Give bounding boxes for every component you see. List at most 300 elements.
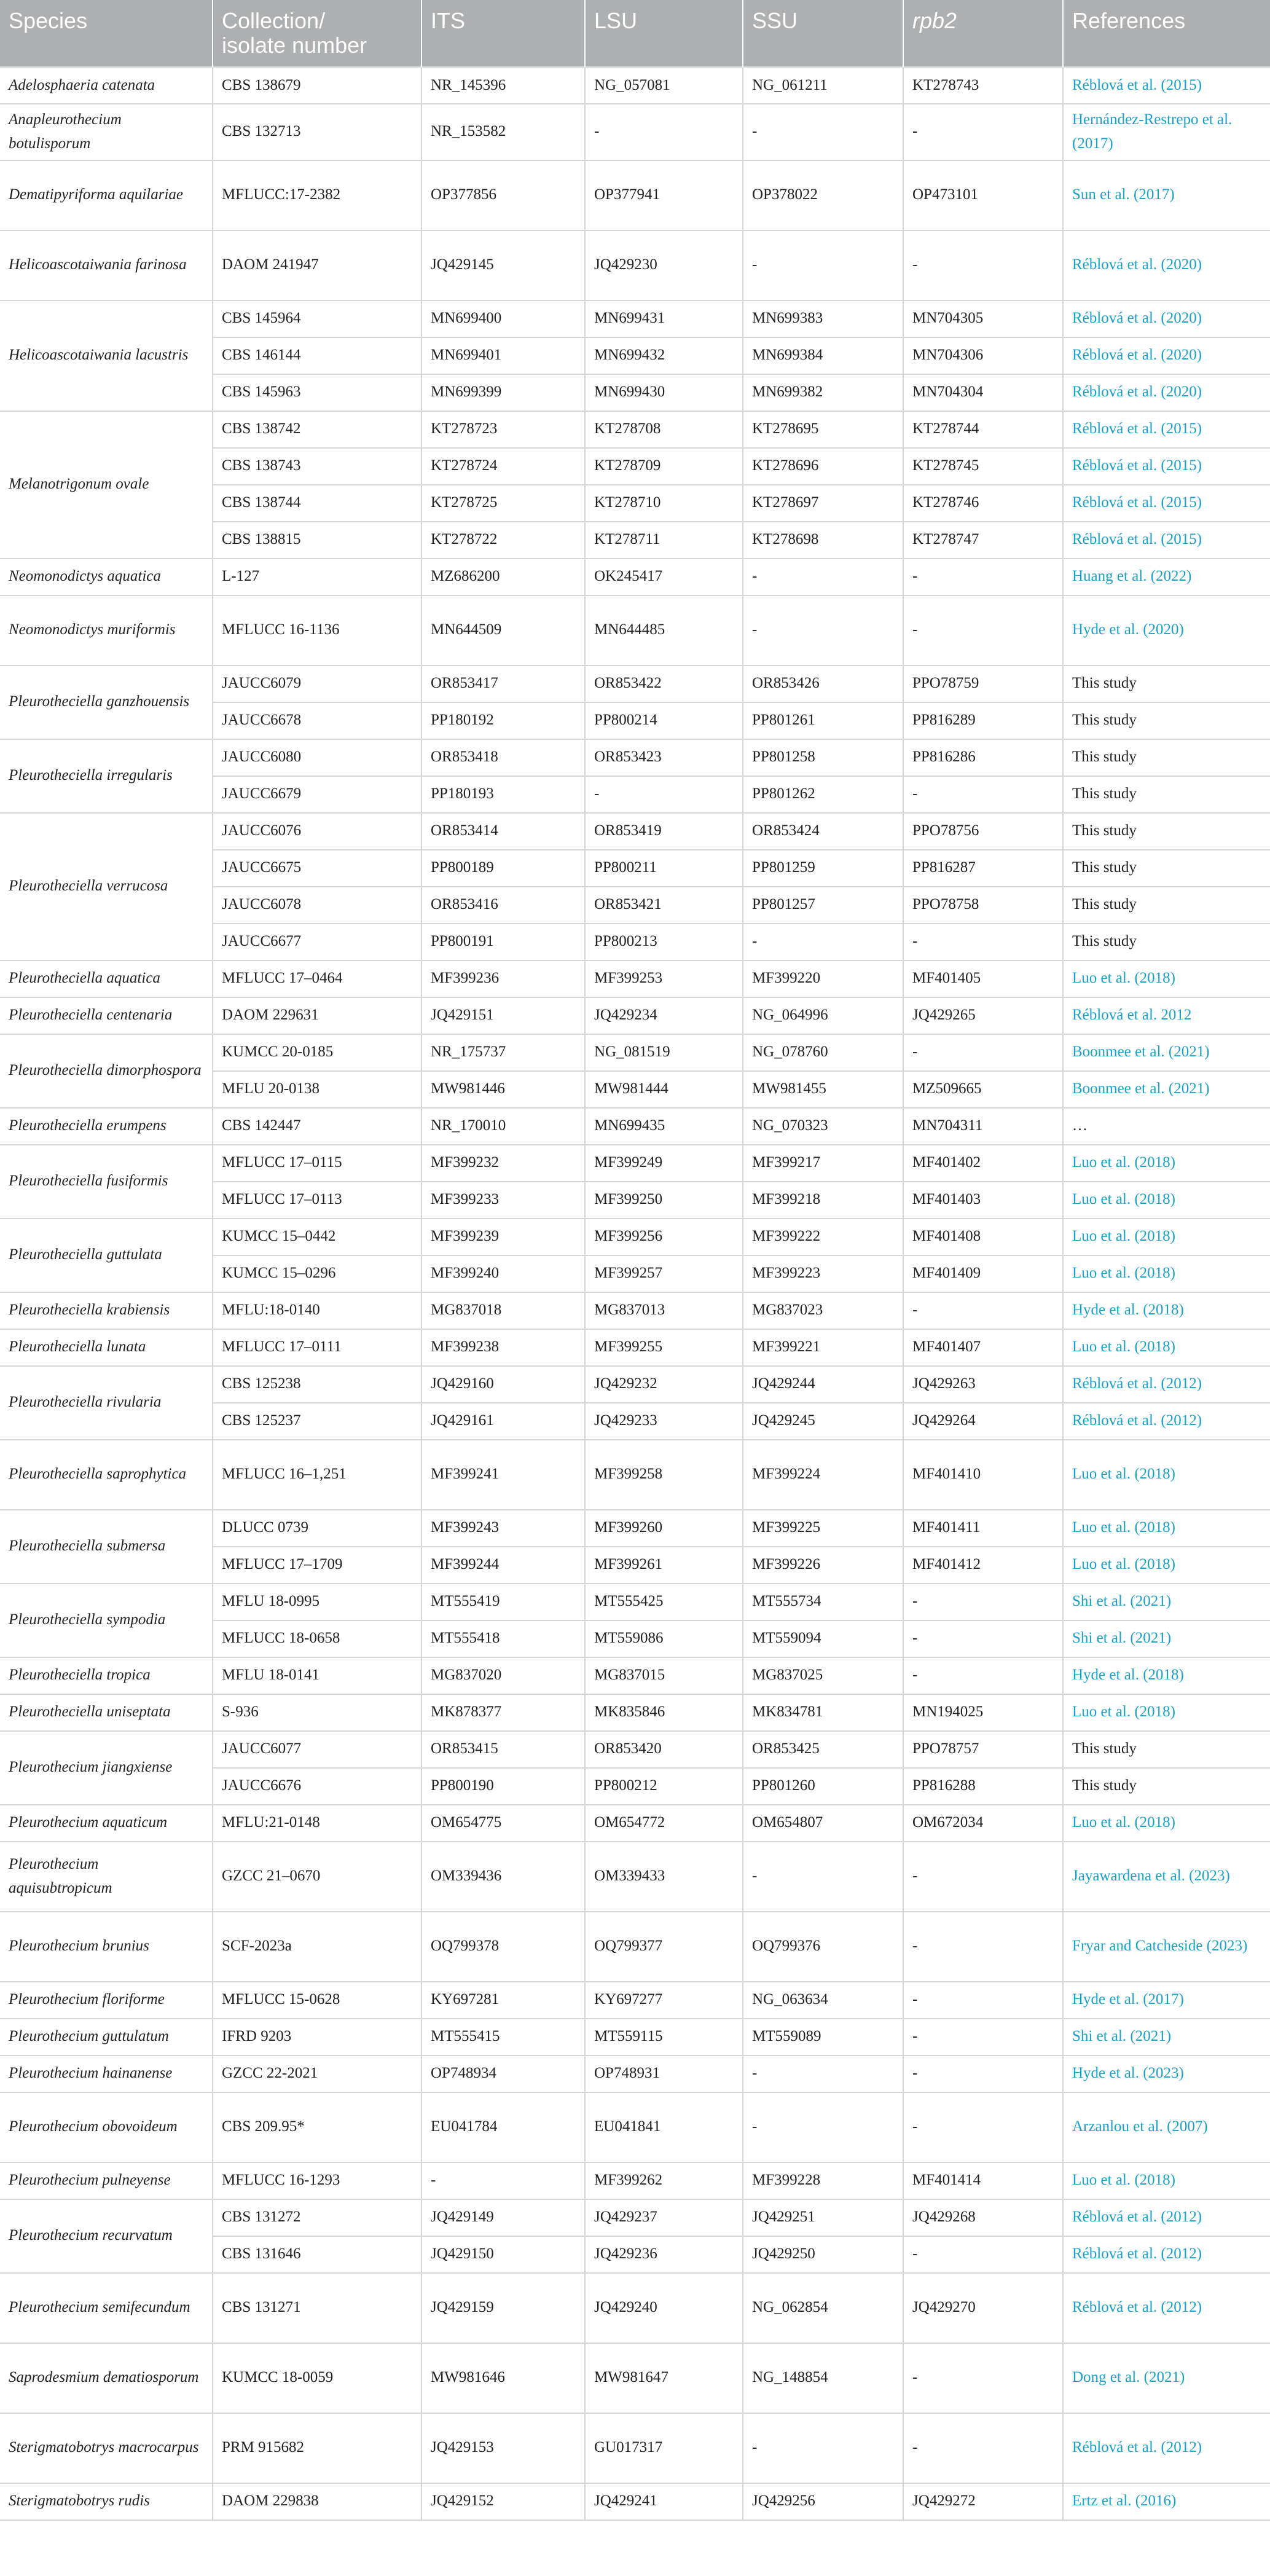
species-name: Pleurotheciella aquatica [0,960,213,997]
its-accession: PP180192 [421,702,585,739]
collection-number: CBS 146144 [213,337,421,374]
reference[interactable]: Boonmee et al. (2021) [1063,1071,1270,1108]
ssu-accession: - [743,595,903,666]
species-name: Melanotrigonum ovale [0,411,213,559]
its-accession: NR_145396 [421,67,585,104]
reference[interactable]: Réblová et al. (2020) [1063,337,1270,374]
rpb2-accession: PPO78758 [903,887,1063,924]
species-name: Pleurothecium semifecundum [0,2273,213,2343]
lsu-accession: MF399249 [585,1145,743,1182]
collection-number: PRM 915682 [213,2413,421,2483]
its-accession: MF399243 [421,1510,585,1547]
reference[interactable]: Ertz et al. (2016) [1063,2483,1270,2520]
collection-number: MFLUCC 17–1709 [213,1547,421,1584]
ssu-accession: MF399223 [743,1255,903,1292]
species-name: Pleurotheciella dimorphospora [0,1034,213,1108]
reference: This study [1063,1768,1270,1805]
its-accession: OR853415 [421,1731,585,1768]
its-accession: MN699399 [421,374,585,411]
ssu-accession: MF399224 [743,1440,903,1510]
table-row [0,2092,1270,2162]
its-accession: EU041784 [421,2092,585,2162]
header-rpb2: rpb2 [903,0,1063,67]
its-accession: OR853416 [421,887,585,924]
lsu-accession: MF399261 [585,1547,743,1584]
ssu-accession: JQ429245 [743,1403,903,1440]
reference[interactable]: Réblová et al. (2012) [1063,1403,1270,1440]
collection-number: DLUCC 0739 [213,1510,421,1547]
lsu-accession: NG_057081 [585,67,743,104]
rpb2-accession: - [903,1982,1063,2019]
collection-number: MFLUCC 15-0628 [213,1982,421,2019]
reference[interactable]: Jayawardena et al. (2023) [1063,1842,1270,1912]
lsu-accession: JQ429240 [585,2273,743,2343]
reference[interactable]: Réblová et al. 2012 [1063,997,1270,1034]
reference[interactable]: Réblová et al. (2012) [1063,2273,1270,2343]
collection-number: S-936 [213,1694,421,1731]
lsu-accession: OQ799377 [585,1912,743,1982]
table-row [0,1034,1270,1071]
species-name: Pleurotheciella rivularia [0,1366,213,1440]
rpb2-accession: - [903,924,1063,960]
collection-number: CBS 209.95* [213,2092,421,2162]
its-accession: NR_175737 [421,1034,585,1071]
ssu-accession: KT278695 [743,411,903,448]
lsu-accession: MN699430 [585,374,743,411]
rpb2-accession: KT278744 [903,411,1063,448]
species-name: Pleurothecium pulneyense [0,2162,213,2199]
rpb2-accession: - [903,104,1063,160]
its-accession: MW981646 [421,2343,585,2413]
table-row [0,2273,1270,2343]
rpb2-accession: PP816288 [903,1768,1063,1805]
collection-number: JAUCC6678 [213,702,421,739]
ssu-accession: NG_064996 [743,997,903,1034]
reference[interactable]: Luo et al. (2018) [1063,1805,1270,1842]
table-row [0,1329,1270,1366]
lsu-accession: MF399258 [585,1440,743,1510]
collection-number: MFLU:21-0148 [213,1805,421,1842]
collection-number: GZCC 21–0670 [213,1842,421,1912]
rpb2-accession: MN704305 [903,300,1063,337]
rpb2-accession: OP473101 [903,160,1063,230]
ssu-accession: MT555734 [743,1584,903,1620]
table-row [0,1440,1270,1510]
ssu-accession: MG837025 [743,1657,903,1694]
lsu-accession: JQ429237 [585,2199,743,2236]
rpb2-accession: PPO78757 [903,1731,1063,1768]
header-references: References [1063,0,1270,67]
collection-number: DAOM 229838 [213,2483,421,2520]
collection-number: IFRD 9203 [213,2019,421,2056]
rpb2-accession: KT278747 [903,522,1063,559]
table-row [0,595,1270,666]
lsu-accession: KT278711 [585,522,743,559]
reference[interactable]: Réblová et al. (2020) [1063,300,1270,337]
ssu-accession: MK834781 [743,1694,903,1731]
collection-number: CBS 138742 [213,411,421,448]
collection-number: CBS 145963 [213,374,421,411]
rpb2-accession: MF401408 [903,1219,1063,1255]
species-name: Neomonodictys aquatica [0,559,213,595]
ssu-accession: MF399225 [743,1510,903,1547]
its-accession: MF399232 [421,1145,585,1182]
its-accession: PP800190 [421,1768,585,1805]
reference[interactable]: Luo et al. (2018) [1063,1547,1270,1584]
rpb2-accession: JQ429263 [903,1366,1063,1403]
ssu-accession: - [743,104,903,160]
lsu-accession: JQ429230 [585,230,743,300]
rpb2-accession: - [903,1842,1063,1912]
collection-number: DAOM 229631 [213,997,421,1034]
collection-number: L-127 [213,559,421,595]
rpb2-accession: KT278745 [903,448,1063,485]
table-row [0,1694,1270,1731]
lsu-accession: PP800213 [585,924,743,960]
table-row [0,300,1270,337]
lsu-accession: MF399260 [585,1510,743,1547]
collection-number: KUMCC 18-0059 [213,2343,421,2413]
collection-number: GZCC 22-2021 [213,2056,421,2092]
reference[interactable]: Luo et al. (2018) [1063,1182,1270,1219]
reference[interactable]: Hyde et al. (2018) [1063,1292,1270,1329]
its-accession: MK878377 [421,1694,585,1731]
rpb2-accession: PP816287 [903,850,1063,887]
rpb2-accession: - [903,1584,1063,1620]
ssu-accession: OR853425 [743,1731,903,1768]
reference[interactable]: Hyde et al. (2023) [1063,2056,1270,2092]
reference[interactable]: Luo et al. (2018) [1063,1694,1270,1731]
reference: … [1063,1108,1270,1145]
ssu-accession: MF399228 [743,2162,903,2199]
its-accession: MF399240 [421,1255,585,1292]
lsu-accession: MF399250 [585,1182,743,1219]
species-name: Neomonodictys muriformis [0,595,213,666]
reference[interactable]: Réblová et al. (2015) [1063,67,1270,104]
reference[interactable]: Sun et al. (2017) [1063,160,1270,230]
collection-number: MFLUCC 16-1136 [213,595,421,666]
its-accession: KT278725 [421,485,585,522]
species-name: Pleurothecium hainanense [0,2056,213,2092]
table-row [0,1219,1270,1255]
reference[interactable]: Luo et al. (2018) [1063,1440,1270,1510]
lsu-accession: OP377941 [585,160,743,230]
lsu-accession: - [585,776,743,813]
its-accession: KT278723 [421,411,585,448]
collection-number: MFLU 18-0995 [213,1584,421,1620]
lsu-accession: OR853419 [585,813,743,850]
ssu-accession: - [743,2056,903,2092]
ssu-accession: PP801262 [743,776,903,813]
collection-number: CBS 138744 [213,485,421,522]
collection-number: CBS 145964 [213,300,421,337]
species-name: Pleurotheciella guttulata [0,1219,213,1292]
its-accession: KT278724 [421,448,585,485]
its-accession: OP748934 [421,2056,585,2092]
ssu-accession: PP801261 [743,702,903,739]
table-row [0,2413,1270,2483]
lsu-accession: MF399253 [585,960,743,997]
reference[interactable]: Shi et al. (2021) [1063,2019,1270,2056]
table-row [0,1657,1270,1694]
table-row [0,739,1270,776]
its-accession: JQ429152 [421,2483,585,2520]
table-row [0,67,1270,104]
species-name: Pleurotheciella krabiensis [0,1292,213,1329]
header-row [0,0,1270,67]
lsu-accession: OR853423 [585,739,743,776]
its-accession: MT555415 [421,2019,585,2056]
collection-number: MFLU 18-0141 [213,1657,421,1694]
reference: This study [1063,887,1270,924]
reference: This study [1063,666,1270,702]
ssu-accession: MN699383 [743,300,903,337]
collection-number: JAUCC6079 [213,666,421,702]
ssu-accession: KT278696 [743,448,903,485]
collection-number: JAUCC6077 [213,1731,421,1768]
rpb2-accession: MF401402 [903,1145,1063,1182]
collection-number: CBS 131272 [213,2199,421,2236]
its-accession: JQ429145 [421,230,585,300]
its-accession: MN699401 [421,337,585,374]
lsu-accession: KT278709 [585,448,743,485]
table-row [0,2019,1270,2056]
species-name: Pleurotheciella submersa [0,1510,213,1584]
reference[interactable]: Hyde et al. (2017) [1063,1982,1270,2019]
lsu-accession: GU017317 [585,2413,743,2483]
table-header [0,0,1270,67]
species-name: Pleurotheciella erumpens [0,1108,213,1145]
reference[interactable]: Luo et al. (2018) [1063,1255,1270,1292]
species-name: Pleurotheciella irregularis [0,739,213,813]
table-row [0,1292,1270,1329]
ssu-accession: NG_078760 [743,1034,903,1071]
its-accession: JQ429153 [421,2413,585,2483]
table-row [0,230,1270,300]
species-name: Pleurothecium guttulatum [0,2019,213,2056]
collection-number: MFLU:18-0140 [213,1292,421,1329]
rpb2-accession: MZ509665 [903,1071,1063,1108]
rpb2-accession: OM672034 [903,1805,1063,1842]
collection-number: CBS 131271 [213,2273,421,2343]
reference[interactable]: Hyde et al. (2018) [1063,1657,1270,1694]
reference[interactable]: Dong et al. (2021) [1063,2343,1270,2413]
rpb2-accession: MF401412 [903,1547,1063,1584]
reference[interactable]: Réblová et al. (2012) [1063,1366,1270,1403]
collection-number: JAUCC6076 [213,813,421,850]
reference[interactable]: Réblová et al. (2015) [1063,485,1270,522]
collection-number: MFLU 20-0138 [213,1071,421,1108]
collection-number: MFLUCC 17–0111 [213,1329,421,1366]
collection-number: CBS 138743 [213,448,421,485]
species-name: Helicoascotaiwania lacustris [0,300,213,411]
table-row [0,997,1270,1034]
rpb2-accession: - [903,1292,1063,1329]
collection-number: CBS 132713 [213,104,421,160]
reference[interactable]: Luo et al. (2018) [1063,1219,1270,1255]
table-row [0,813,1270,850]
collection-number: SCF-2023a [213,1912,421,1982]
its-accession: JQ429161 [421,1403,585,1440]
collection-number: CBS 138815 [213,522,421,559]
reference[interactable]: Arzanlou et al. (2007) [1063,2092,1270,2162]
ssu-accession: OM654807 [743,1805,903,1842]
its-accession: MT555418 [421,1620,585,1657]
species-name: Sterigmatobotrys rudis [0,2483,213,2520]
its-accession: JQ429150 [421,2236,585,2273]
rpb2-accession: MF401414 [903,2162,1063,2199]
lsu-accession: MN644485 [585,595,743,666]
reference[interactable]: Luo et al. (2018) [1063,2162,1270,2199]
species-name: Helicoascotaiwania farinosa [0,230,213,300]
ssu-accession: OP378022 [743,160,903,230]
reference[interactable]: Réblová et al. (2015) [1063,448,1270,485]
its-accession: OR853418 [421,739,585,776]
header-species: Species [0,0,213,67]
collection-number: KUMCC 15–0296 [213,1255,421,1292]
ssu-accession: MF399220 [743,960,903,997]
reference[interactable]: Hyde et al. (2020) [1063,595,1270,666]
ssu-accession: - [743,924,903,960]
ssu-accession: NG_148854 [743,2343,903,2413]
its-accession: OM339436 [421,1842,585,1912]
reference: This study [1063,776,1270,813]
species-name: Pleurotheciella saprophytica [0,1440,213,1510]
table-row [0,1145,1270,1182]
ssu-accession: OQ799376 [743,1912,903,1982]
lsu-accession: MN699432 [585,337,743,374]
rpb2-accession: KT278746 [903,485,1063,522]
its-accession: JQ429151 [421,997,585,1034]
its-accession: MG837018 [421,1292,585,1329]
ssu-accession: JQ429256 [743,2483,903,2520]
table-row [0,1731,1270,1768]
lsu-accession: OP748931 [585,2056,743,2092]
reference: This study [1063,924,1270,960]
lsu-accession: - [585,104,743,160]
species-name: Pleurotheciella lunata [0,1329,213,1366]
reference[interactable]: Huang et al. (2022) [1063,559,1270,595]
reference[interactable]: Réblová et al. (2012) [1063,2236,1270,2273]
lsu-accession: OR853421 [585,887,743,924]
collection-number: DAOM 241947 [213,230,421,300]
rpb2-accession: - [903,776,1063,813]
table-row [0,1982,1270,2019]
species-name: Pleurothecium aquisubtropicum [0,1842,213,1912]
rpb2-accession: MN704304 [903,374,1063,411]
reference: This study [1063,1731,1270,1768]
rpb2-accession: - [903,2092,1063,2162]
lsu-accession: KT278710 [585,485,743,522]
lsu-accession: OR853422 [585,666,743,702]
lsu-accession: KY697277 [585,1982,743,2019]
reference: This study [1063,702,1270,739]
table-row [0,104,1270,160]
reference[interactable]: Réblová et al. (2015) [1063,522,1270,559]
species-name: Pleurotheciella uniseptata [0,1694,213,1731]
rpb2-accession: - [903,2236,1063,2273]
rpb2-accession: - [903,1034,1063,1071]
ssu-accession: MF399222 [743,1219,903,1255]
its-accession: MT555419 [421,1584,585,1620]
ssu-accession: MN699384 [743,337,903,374]
ssu-accession: NG_062854 [743,2273,903,2343]
ssu-accession: PP801257 [743,887,903,924]
table-row [0,1842,1270,1912]
collection-number: JAUCC6078 [213,887,421,924]
lsu-accession: MF399255 [585,1329,743,1366]
reference[interactable]: Luo et al. (2018) [1063,1329,1270,1366]
table-row [0,666,1270,702]
table-row [0,1584,1270,1620]
its-accession: PP800191 [421,924,585,960]
ssu-accession: PP801260 [743,1768,903,1805]
lsu-accession: MG837015 [585,1657,743,1694]
species-name: Pleurothecium brunius [0,1912,213,1982]
reference[interactable]: Hernández-Restrepo et al. (2017) [1063,104,1270,160]
table-row [0,1366,1270,1403]
reference[interactable]: Luo et al. (2018) [1063,960,1270,997]
table-row [0,2162,1270,2199]
reference[interactable]: Luo et al. (2018) [1063,1510,1270,1547]
lsu-accession: OR853420 [585,1731,743,1768]
reference: This study [1063,813,1270,850]
reference[interactable]: Shi et al. (2021) [1063,1620,1270,1657]
collection-number: JAUCC6679 [213,776,421,813]
lsu-accession: OM654772 [585,1805,743,1842]
its-accession: OR853414 [421,813,585,850]
reference: This study [1063,850,1270,887]
its-accession: OM654775 [421,1805,585,1842]
its-accession: NR_153582 [421,104,585,160]
rpb2-accession: MF401409 [903,1255,1063,1292]
reference[interactable]: Réblová et al. (2020) [1063,374,1270,411]
collection-number: JAUCC6080 [213,739,421,776]
lsu-accession: NG_081519 [585,1034,743,1071]
lsu-accession: PP800211 [585,850,743,887]
reference[interactable]: Réblová et al. (2020) [1063,230,1270,300]
collection-number: MFLUCC 17–0113 [213,1182,421,1219]
table-row [0,2483,1270,2520]
table-row [0,2343,1270,2413]
species-name: Pleurothecium obovoideum [0,2092,213,2162]
reference[interactable]: Fryar and Catcheside (2023) [1063,1912,1270,1982]
table-row [0,2056,1270,2092]
reference[interactable]: Réblová et al. (2015) [1063,411,1270,448]
reference[interactable]: Luo et al. (2018) [1063,1145,1270,1182]
table-row [0,2199,1270,2236]
lsu-accession: JQ429241 [585,2483,743,2520]
lsu-accession: PP800214 [585,702,743,739]
ssu-accession: KT278698 [743,522,903,559]
its-accession: MN644509 [421,595,585,666]
reference[interactable]: Réblová et al. (2012) [1063,2199,1270,2236]
table-row [0,1912,1270,1982]
reference[interactable]: Réblová et al. (2012) [1063,2413,1270,2483]
reference[interactable]: Boonmee et al. (2021) [1063,1034,1270,1071]
ssu-accession: JQ429250 [743,2236,903,2273]
its-accession: MF399244 [421,1547,585,1584]
rpb2-accession: - [903,1912,1063,1982]
lsu-accession: OM339433 [585,1842,743,1912]
reference[interactable]: Shi et al. (2021) [1063,1584,1270,1620]
species-name: Pleurothecium floriforme [0,1982,213,2019]
lsu-accession: MW981444 [585,1071,743,1108]
lsu-accession: KT278708 [585,411,743,448]
rpb2-accession: MF401410 [903,1440,1063,1510]
its-accession: MZ686200 [421,559,585,595]
rpb2-accession: - [903,1657,1063,1694]
